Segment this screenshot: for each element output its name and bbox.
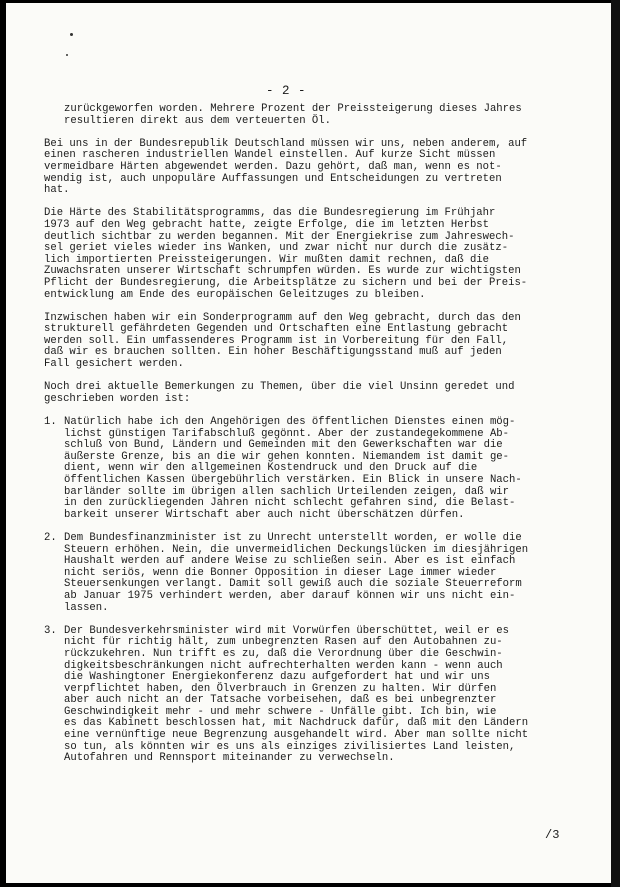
item-text: Dem Bundesfinanzminister ist zu Unrecht unterstellt worden, er wolle die Steuern erhöhen. Nein, die unvermeidlichen Deckungslücken im diesjährigen Haushalt werden auf andere Weise zu schließen sein. Aber es ist einfach nicht seriös, wenn die Bonner Opposition in dieser Lage immer wieder Steuersenkungen verlangt. Damit soll gewiß auch die soziale Steuerreform ab Januar 1975 verhindert werden, aber darauf können wir uns nicht ein- lassen.: [64, 531, 529, 614]
item-number: 2.: [44, 531, 57, 544]
paragraph: Die Härte des Stabilitätsprogramms, das die Bundesregierung im Frühjahr 1973 auf den Weg gebracht hatte, zeigte Erfolge, die im letzten Herbst deutlich sichtbar zu werden begannen. Mit der Energiekrise zum Jahreswech- sel geriet vieles wieder ins Wanken, und zwar nicht nur durch die zusätz- lich importierten Preissteigerungen. Wir mußten damit rechnen, daß die Zuwachsraten unserer Wirtschaft schrumpfen würden. Es wurde zur wichtigsten Pflicht der Bundesregierung, die Arbeitsplätze zu sichern und bei der Preis- entwicklung am Ende des europäischen Geleitzuges zu bleiben.: [44, 207, 528, 301]
item-number: 1.: [44, 416, 57, 429]
document-body: [44, 104, 592, 776]
numbered-item: [44, 533, 592, 614]
numbered-item: [44, 626, 592, 765]
item-number: 3.: [44, 624, 57, 637]
numbered-item: [44, 417, 592, 521]
paper-speck: [66, 54, 68, 56]
item-text: Der Bundesverkehrsminister wird mit Vorwürfen überschüttet, weil er es nicht für richtig hält, zum unbegrenzten Rasen auf den Autobahnen zu- rückzukehren. Nun trifft es zu, daß die Verordnung über die Geschwin- digkeitsbeschränkungen nicht aufrechterhalten werden kann - wenn auch die Washingtoner Energiekonferenz dazu aufgefordert hat und wir uns verpflichtet haben, den Ölverbrauch in Grenzen zu halten. Wir dürfen aber auch nicht an der Tatsache vorbeisehen, daß es bei unbegrenzter Geschwindigkeit mehr - und mehr schwere - Unfälle gibt. Ich bin, wie es das Kabinett beschlossen hat, mit Nachdruck dafür, daß mit den Ländern eine vernünftige neue Begrenzung ausgehandelt wird. Aber man sollte nicht so tun, als könnten wir es uns als einziges zivilisiertes Land leisten, Autofahren und Rennsport miteinander zu verwechseln.: [64, 624, 529, 765]
item-text: Natürlich habe ich den Angehörigen des öffentlichen Dienstes einen mög- lichst günstigen Tarifabschluß gegönnt. Aber der zustandegekommene Ab- schluß von Bund, Ländern und Gemeinden mit den Gewerkschaften war die äußerste Grenze, bis an die wir gehen konnten. Niemandem ist damit ge- dient, wenn wir den allgemeinen Kostendruck und den Druck auf die öffentlichen Kassen übergebührlich verstärken. Ein Blick in unsere Nach- barländer sollte im übrigen allen sachlich Urteilenden zeigen, daß wir in den zurückliegenden Jahren nicht schlecht gefahren sind, die Belast- barkeit unserer Wirtschaft aber auch nicht überschätzen dürfen.: [64, 416, 522, 521]
next-page-reference: /3: [545, 828, 560, 842]
page-number: - 2 -: [266, 84, 307, 98]
paragraph: Noch drei aktuelle Bemerkungen zu Themen, über die viel Unsinn geredet und geschrieben worden ist:: [44, 381, 515, 405]
paragraph: Inzwischen haben wir ein Sonderprogramm auf den Weg gebracht, durch das den strukturell gefährdeten Gegenden und Ortschaften eine Entlastung gebracht werden soll. Ein umfassenderes Programm ist in Vorbereitung für den Fall, daß wir es brauchen sollten. Ein hoher Beschäftigungsstand muß auf jeden Fall gesichert werden.: [44, 311, 521, 371]
paragraph: Bei uns in der Bundesrepublik Deutschland müssen wir uns, neben anderem, auf einen rascheren industriellen Wandel einstellen. Auf kurze Sicht müssen vermeidbare Härten abgewendet werden. Dazu gehört, daß man, wenn es not- wendig ist, auch unpopuläre Auffassungen und Entscheidungen zu vertreten hat.: [44, 137, 528, 197]
scan-edge: [611, 0, 620, 887]
paper-speck: [70, 33, 73, 36]
intro-paragraph: zurückgeworfen worden. Mehrere Prozent der Preissteigerung dieses Jahres resultieren direkt aus dem verteuerten Öl.: [64, 103, 522, 127]
